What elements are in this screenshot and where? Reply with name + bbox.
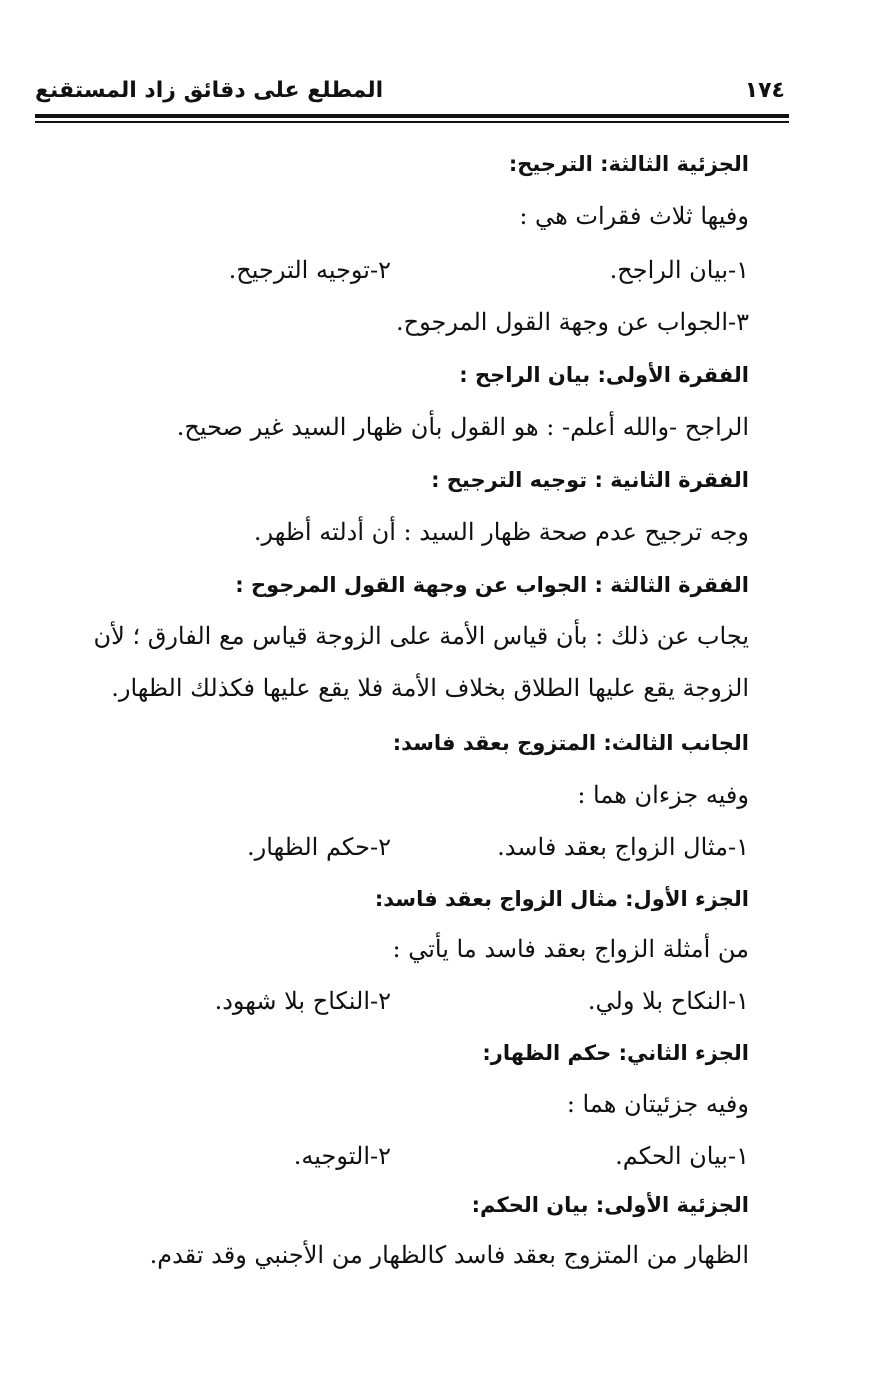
subsection-heading: الفقرة الثالثة : الجواب عن وجهة القول المرجوح : [235, 573, 749, 597]
header-rule-thin [35, 121, 789, 123]
paragraph-line: الراجح -والله أعلم- : هو القول بأن ظهار السيد غير صحيح. [176, 413, 749, 441]
paragraph-line: وجه ترجيح عدم صحة ظهار السيد : أن أدلته أظهر. [253, 518, 749, 546]
list-item: ٣-الجواب عن وجهة القول المرجوح. [395, 308, 749, 336]
list-item: ٢-حكم الظهار. [247, 833, 391, 861]
paragraph-line: الزوجة يقع عليها الطلاق بخلاف الأمة فلا يقع عليها فكذلك الظهار. [111, 674, 749, 702]
list-item: ٢-النكاح بلا شهود. [214, 987, 391, 1015]
list-item: ٢-توجيه الترجيح. [228, 256, 391, 284]
paragraph-line: يجاب عن ذلك : بأن قياس الأمة على الزوجة قياس مع الفارق ؛ لأن [93, 622, 749, 650]
list-item: ٢-التوجيه. [293, 1142, 391, 1170]
paragraph-line: وفيه جزءان هما : [577, 781, 749, 809]
book-title: المطلع على دقائق زاد المستقنع [35, 78, 384, 103]
section-heading: الجانب الثالث: المتزوج بعقد فاسد: [392, 731, 749, 755]
list-item: ١-بيان الراجح. [609, 256, 749, 284]
paragraph-line: وفيها ثلاث فقرات هي : [519, 202, 749, 230]
page-number: ١٧٤ [744, 78, 785, 103]
paragraph-line: وفيه جزئيتان هما : [566, 1090, 749, 1118]
subsection-heading: الفقرة الأولى: بيان الراجح : [459, 363, 749, 387]
paragraph-line: من أمثلة الزواج بعقد فاسد ما يأتي : [392, 935, 749, 963]
list-item: ١-مثال الزواج بعقد فاسد. [497, 833, 749, 861]
subsection-heading: الجزئية الثالثة: الترجيح: [508, 152, 749, 176]
subsection-heading: الفقرة الثانية : توجيه الترجيح : [431, 468, 749, 492]
subsection-heading: الجزء الأول: مثال الزواج بعقد فاسد: [374, 887, 749, 911]
paragraph-line: الظهار من المتزوج بعقد فاسد كالظهار من الأجنبي وقد تقدم. [149, 1241, 749, 1269]
subsection-heading: الجزئية الأولى: بيان الحكم: [471, 1193, 749, 1217]
running-header [35, 78, 789, 114]
list-item: ١-بيان الحكم. [615, 1142, 749, 1170]
header-rule-thick [35, 114, 789, 118]
list-item: ١-النكاح بلا ولي. [587, 987, 749, 1015]
subsection-heading: الجزء الثاني: حكم الظهار: [482, 1041, 749, 1065]
